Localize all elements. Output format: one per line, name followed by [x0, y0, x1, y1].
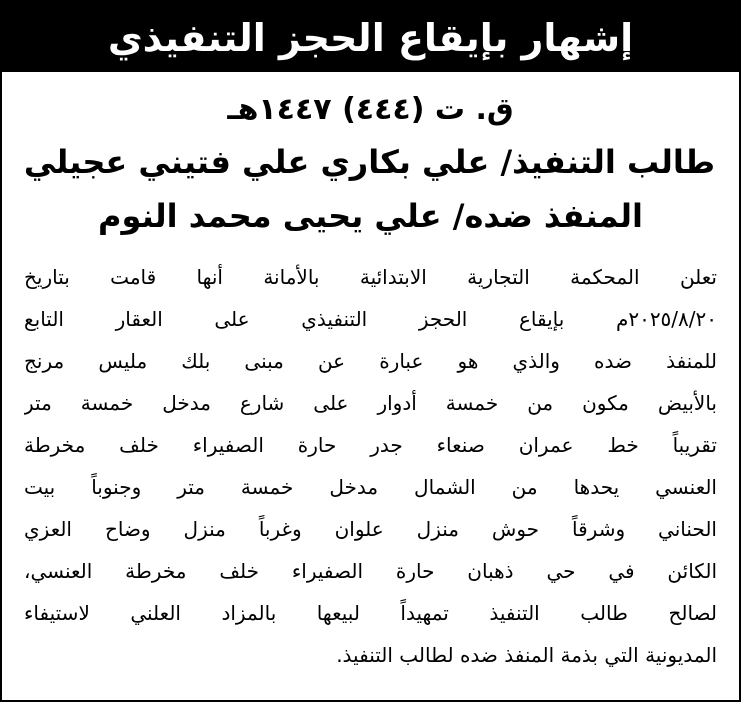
body-line: العنسي يحدها من الشمال مدخل خمسة متر وجنوباً بيت	[24, 475, 717, 499]
respondent-name: المنفذ ضده/ علي يحيى محمد النوم	[98, 197, 643, 235]
applicant-name: طالب التنفيذ/ علي بكاري علي فتيني عجيلي	[23, 143, 715, 181]
notice-headings	[2, 72, 739, 246]
body-line: تعلن المحكمة التجارية الابتدائية بالأمانة أنها قامت بتاريخ	[24, 265, 717, 289]
body-line: بالأبيض مكون من خمسة أدوار على شارع مدخل خمسة متر	[24, 391, 717, 415]
body-line: ٢٠٢٥/٨/٢٠م بإيقاع الحجز التنفيذي على العقار التابع	[24, 307, 717, 331]
case-reference: ق. ت (٤٤٤) ١٤٤٧هـ	[227, 92, 514, 127]
body-line: الحناني وشرقاً حوش منزل علوان وغرباً منزل وضاح العزي	[24, 517, 717, 541]
notice-body	[24, 256, 717, 676]
notice-title: إشهار بإيقاع الحجز التنفيذي	[2, 2, 739, 72]
body-line: تقريباً خط عمران صنعاء جدر حارة الصفيراء خلف مخرطة	[24, 433, 717, 457]
body-line: للمنفذ ضده والذي هو عبارة عن مبنى بلك مليس مرنج	[24, 349, 717, 373]
body-line: لصالح طالب التنفيذ تمهيداً لبيعها بالمزاد العلني لاستيفاء	[24, 601, 717, 625]
body-line: الكائن في حي ذهبان حارة الصفيراء خلف مخرطة العنسي،	[24, 559, 717, 583]
body-line: المديونية التي بذمة المنفذ ضده لطالب التنفيذ.	[336, 643, 717, 667]
